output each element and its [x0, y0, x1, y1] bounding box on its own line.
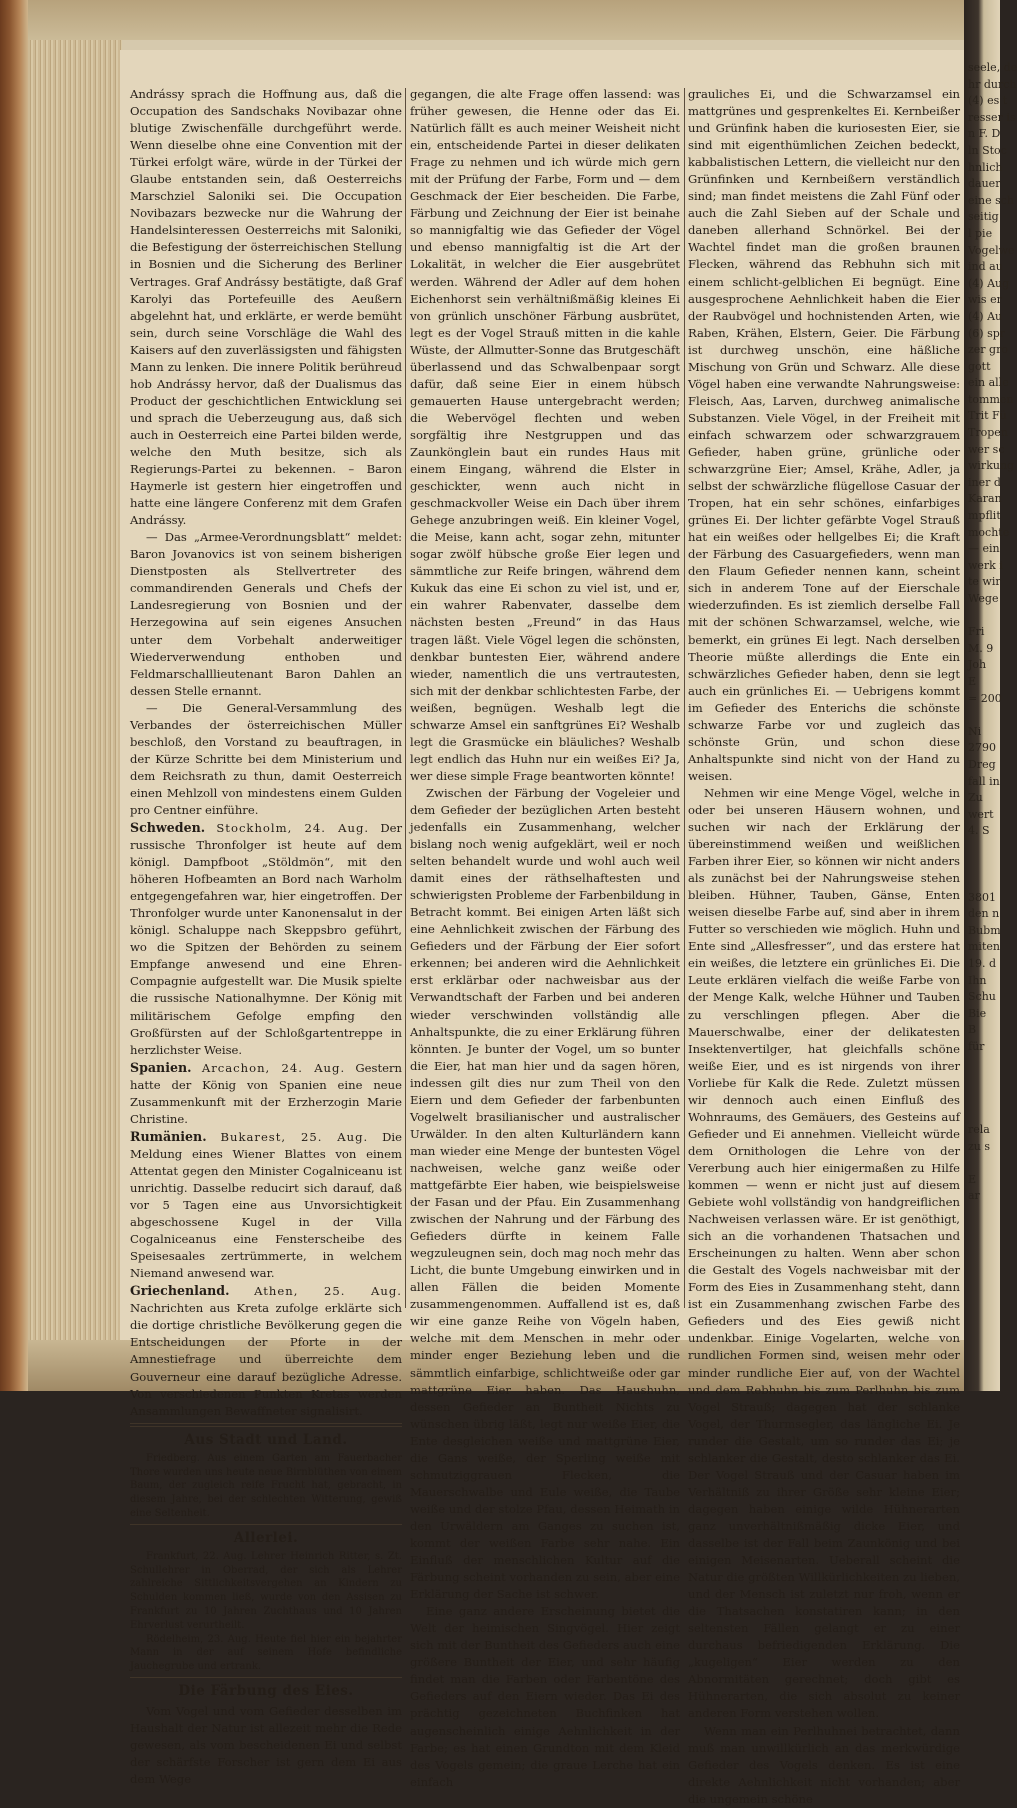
- column-2: [410, 86, 680, 1791]
- section-divider: [130, 1423, 402, 1427]
- country-heading-romania: Rumänien.: [130, 1128, 207, 1144]
- next-page-fragment: wis er: [968, 293, 1002, 307]
- article-friedberg: Friedberg. Aus einem Garten am Fauerbacher Thore wurden uns heute neue Birnblüthen von einem Baum, der zugleich reife Frucht hat, gebracht, in diesem Jahre, bei der schlechten Witterung, gewiß eine Seltenheit.: [130, 1452, 402, 1519]
- article-mueller-verband: — Die General-Versammlung des Verbandes der österreichischen Müller beschloß, den Vorstand zu beauftragen, in der Kürze Schritte bei dem Ministerium und dem Reichsrath zu thun, damit Oesterreich einen Mehlzoll von mindestens einem Gulden pro Centner einführe.: [130, 700, 402, 817]
- next-page-fragment: E: [968, 674, 977, 688]
- book-binding: [0, 0, 28, 1391]
- next-page-fragment: (4) Aug: [968, 276, 1010, 290]
- next-page-fragment: Trit Fü: [968, 409, 1007, 423]
- next-page-fragment: (4) Au: [968, 309, 1003, 323]
- next-page-fragment: seitig: [968, 210, 999, 224]
- next-page-fragment: te wir: [968, 575, 1001, 589]
- article-egg-start: Vom Vogel und vom Gefieder desselben im Haushalt der Natur ist allezeit mehr die Rede gewesen, als vom bescheidenen Ei und selbst der schärfste Forscher ist gern dem Ei aus dem Wege: [130, 1703, 402, 1787]
- column-3: [688, 86, 960, 1808]
- next-page-fragment: den n: [968, 907, 1000, 921]
- egg-article-part-1: gegangen, die alte Frage offen lassend: was früher gewesen, die Henne oder das Ei. Natürlich fällt es auch meiner Weisheit nicht ein, entscheidende Partei in dieser delikaten Frage zu nehmen und ich würde mich gern mit der Prüfung der Farbe, Form und — dem Geschmack der Eier bescheiden. Die Farbe, Färbung und Zeichnung der Eier ist beinahe so mannigfaltig wie das Gefieder der Vögel und ebenso mannigfaltig ist die Art der Lokalität, in welcher die Eier ausgebrütet werden. Während der Adler auf dem hohen Eichenhorst sein verhältnißmäßig kleines Ei von grünlich unschöner Färbung ausbrütet, legt es der Vogel Strauß mitten in die kahle Wüste, der Allmutter-Sonne das Brutgeschäft überlassend und das Schwalbenpaar sorgt dafür, daß seine Eier in einem hübsch gemauerten Hause untergebracht werden; die Webervögel flechten und weben sorgfältig ihre Nestgruppen und das Zaunkönglein baut ein rundes Haus mit einem Eingang, während die Elster in geschickter, wenn auch nicht in geschmackvoller Weise ein Dach über ihrem Gehege anzubringen weiß. Ein kleiner Vogel, die Meise, kann acht, sogar zehn, mitunter sogar zwölf hübsche große Eier legen und sämmtliche zur Reife bringen, während dem Kukuk das eine Ei schon zu viel ist, und er, ein wahrer Rabenvater, dasselbe dem nächsten besten „Freund“ in das Haus tragen läßt. Viele Vögel legen die schönsten, denkbar buntesten Eier, während andere wieder, namentlich die uns vertrautesten, sich mit der denkbar schlichtesten Farbe, der weißen, begnügen. Weshalb legt die schwarze Amsel ein sanftgrünes Ei? Weshalb legt die Grasmücke ein bläuliches? Weshalb legt endlich das Huhn nur ein weißes Ei? Ja, wer diese simple Frage beantworten könnte!: [410, 87, 680, 783]
- next-page-fragment: Ihn: [968, 973, 987, 987]
- section-divider: [130, 1524, 402, 1525]
- next-page-fragment: wirkung: [968, 459, 1015, 473]
- next-page-fragment: = 200: [968, 691, 1002, 705]
- text-romania: Die Meldung eines Wiener Blattes von einem Attentat gegen den Minister Cogalniceanu ist unrichtig. Dasselbe reducirt sich darauf, daß vor 5 Tagen eine aus Unvorsichtigkeit abgeschossene Kugel in der Villa Cogalniceanus eine Fensterscheibe des Speisesaales zertrümmerte, in welchem Niemand anwesend war.: [130, 1129, 402, 1281]
- text-greece: Nachrichten aus Kreta zufolge erklärte sich die dortige christliche Bevölkerung gegen die Entscheidungen der Pforte in der Amnestiefrage und überreichte dem Gouverneur eine darauf bezügliche Adresse. Von verschiedenen Punkten Kretas werden Ansammlungen Bewaffneter signalisirt.: [130, 1301, 402, 1418]
- next-page-fragment: [968, 840, 1000, 857]
- next-page-fragment: zu s: [968, 1139, 991, 1153]
- next-page-fragment: mochte: [968, 525, 1010, 539]
- article-andrassy: Andrássy sprach die Hoffnung aus, daß die Occupation des Sandschaks Novibazar ohne blutige Zwischenfälle durchgeführt werde. Wenn dieselbe ohne eine Convention mit der Türkei erfolgt wäre, würde in der Türkei der Glaube entstanden sein, daß Oesterreichs Marschziel Saloniki sei. Die Occupation Novibazars bezwecke nur die Wahrung der Handelsinteressen Oesterreichs mit Saloniki, die Befestigung der österreichischen Stellung in Bosnien und die Sicherung des Berliner Vertrages. Graf Andrássy bestätigte, daß Graf Karolyi das Portefeuille des Aeußern abgelehnt hat, und erklärte, er werde bemüht sein, durch seine Vorschläge die Wahl des Kaisers auf den zuverlässigsten und fähigsten Mann zu lenken. Die innere Politik berühreud hob Andrássy hervor, daß der Dualismus das Product der geschichtlichen Entwicklung sei und sprach die Ueberzeugung aus, daß sich auch in Oesterreich eine Partei bilden werde, welche den Muth besitze, sich als Regierungs-Partei zu bekennen. – Baron Haymerle ist gestern hier eingetroffen und hatte eine längere Conferenz mit dem Grafen Andrássy.: [130, 87, 402, 528]
- next-page-fragment: seele, de: [968, 61, 1017, 74]
- next-page-fragment: 19. d: [968, 957, 997, 971]
- next-page-fragment: (6) spr: [968, 326, 1006, 340]
- next-page-fragment: Schu: [968, 990, 996, 1004]
- egg-article-part-2: Zwischen der Färbung der Vogeleier und dem Gefieder der bezüglichen Arten besteht jedenfalls ein Zusammenhang, welcher bislang noch wenig aufgeklärt, weil er noch selten behandelt wurde und wohl auch weil damit eines der räthselhaftesten und schwierigsten Probleme der Farbenbildung in Betracht kommt. Bei einigen Arten läßt sich eine Aehnlichkeit zwischen der Färbung des Gefieders und der Färbung der Eier sofort erkennen; bei anderen wird die Aehnlichkeit erst erklärbar oder nachweisbar aus der Verwandtschaft der Farben und bei anderen wieder verschwinden vollständig alle Anhaltspunkte, die zu einer Erklärung führen könnten. Je bunter der Vogel, um so bunter die Eier, hat man hier und da sagen hören, indessen gilt dies nur zum Theil von den Eiern und dem Gefieder der farbenbunten Vogelwelt brasilianischer und australischer Urwälder. In den alten Kulturländern kann man wieder eine Menge der buntesten Vögel nachweisen, welche ganz weiße oder mattgefärbte Eier haben, wie beispielsweise der Fasan und der Pfau. Ein Zusammenhang zwischen der Nahrung und der Färbung des Gefieders dürfte in keinem Falle wegzuleugnen sein, doch mag noch mehr das Licht, die bunte Umgebung einwirken und in allen Fällen die beiden Momente zusammengenommen. Auffallend ist es, daß wir eine ganze Reihe von Vögeln haben, welche mit dem Menschen in mehr oder minder enger Beziehung leben und die sämmtlich einfarbige, schlichtweiße oder gar mattgrüne Eier haben. Das Haushuhn, dessen Gefieder an Buntheit Nichts zu wünschen übrig läßt, legt nur weiße Eier, die Ente desgleichen weiße und mattgrüne Eier, die Gans weiße, der Sperling weiße mit schmutziggrauen Flecken, die Mauerschwalbe und Eule weiße, die Taube weiße und der stolze Pfau, dessen Heimath in den Urwäldern am Ganges zu suchen ist, kommt der weißen Farbe sehr nahe. Ein Einfluß der menschlichen Kultur auf die Färbung scheint vorhanden zu sein, aber eine Erklärung der Sache ist schwer.: [410, 785, 680, 1602]
- next-page-fragment: Ni: [968, 724, 982, 738]
- next-page-edge: [968, 60, 1017, 1340]
- dateline-sweden: Stockholm, 24. Aug.: [216, 821, 370, 836]
- next-page-fragment: resser is: [968, 110, 1016, 124]
- next-page-fragment: Wege: [968, 592, 999, 605]
- egg-article-part-5: Nehmen wir eine Menge Vögel, welche in oder bei unseren Häusern wohnen, und suchen wir nach der Erklärung der übereinstimmend weißen und weißlichen Farben ihrer Eier, so können wir nicht anders als zunächst bei der Nahrungsweise stehen bleiben. Hühner, Tauben, Gänse, Enten weisen dieselbe Farbe auf, sind aber in ihrem Futter so verschieden wie möglich. Huhn und Ente sind „Allesfresser“, und das erstere hat ein weißes, die letztere ein grünliches Ei. Die Leute erklären vielfach die weiße Farbe von der Menge Kalk, welche Hühner und Tauben zu verschlingen pflegen. Aber die Mauerschwalbe, einer der delikatesten Insektenvertilger, hat gleichfalls schöne weiße Eier, und es ist nirgends von ihrer Vorliebe für Kalk die Rede. Zuletzt müssen wir dennoch auch einen Einfluß des Wohnraums, des Gemäuers, des Gesteins auf Gefieder und Ei annehmen. Vielleicht würde dem Ornithologen die Lehre von der Vererbung auch hier einigermaßen zu Hilfe kommen — wenn er nicht just auf diesem Gebiete wohl vollständig von handgreiflichen Nachweisen verlassen wäre. Er ist genöthigt, sich an die vorhandenen Thatsachen und Erscheinungen zu halten. Wenn aber schon die Gestalt des Vogels nachweisbar mit der Form des Eies in Zusammenhang steht, dann ist ein Zusammenhang zwischen Farbe des Gefieders und des Eies gewiß nicht undenkbar. Einige Vogelarten, welche von rundlichen Formen sind, weisen mehr oder minder rundliche Eier auf, von der Wachtel und dem Rebhuhn bis zum Perlhuhn bis zum Vogel Strauß; dagegen hat der schlanke Vogel, der Thurmsegler, das längliche Ei. Je runder die Gestalt, um so runder das Ei; je schlanker die Gestalt, desto schlanker das Ei. Der Vogel Strauß und der Casuar haben im Verhältniß zu ihrer Größe sehr kleine Eier; dagegen haben einige wilde Hühnerarten ganz unverhältnißmäßig dicke Eier, und dasselbe ist der Fall beim Zaunkönig und bei einigen Meisenarten. Ueberall scheint die Natur die größten Willkürlichkeiten zu lieben, und der Mensch ist zuletzt nur froh, wenn er die Thatsachen konstatiren kann; in den seltensten Fällen gelangt er zu einer durchaus befriedigenden Erklärung. Die „kugeligen“ Eier werden zu den Abnormitäten gerechnet; doch gibt es Hühnerarten, die sich absolut zu keiner anderen Form verstehen wollen.: [688, 785, 960, 1721]
- next-page-fragment: Tropen: [968, 426, 1008, 440]
- article-spain: [130, 1059, 402, 1128]
- column-rule-2: [684, 88, 685, 1308]
- next-page-fragment: — ein: [968, 542, 1000, 556]
- next-page-fragment: hnlich: [968, 160, 1003, 174]
- next-page-fragment: ar: [968, 1189, 980, 1203]
- section-divider: [130, 1677, 402, 1678]
- next-page-fragment: E: [968, 1172, 977, 1186]
- article-romania: [130, 1128, 402, 1282]
- section-heading-egg: Die Färbung des Eies.: [178, 1682, 354, 1699]
- article-armee-verordnungsblatt: — Das „Armee-Verordnungsblatt“ meldet: Baron Jovanovics ist von seinem bisherigen Dienstposten als Stellvertreter des commandirenden Generals und Chefs der Landesregierung von Bosnien und der Herzegowina auf sein eigenes Ansuchen unter dem Vorbehalt anderweitiger Wiederverwendung enthoben und Feldmarschalllieutenant Baron Dahlen an dessen Stelle ernannt.: [130, 530, 402, 698]
- section-heading-local: Aus Stadt und Land.: [184, 1431, 348, 1448]
- dateline-greece: Athen, 25. Aug.: [254, 1284, 402, 1299]
- column-1: [130, 86, 402, 1788]
- next-page-fragment: zer gro: [968, 343, 1008, 357]
- next-page-fragment: 4. S: [968, 824, 990, 838]
- dateline-spain: Arcachon, 24. Aug.: [201, 1060, 346, 1075]
- country-heading-spain: Spanien.: [130, 1059, 192, 1075]
- next-page-fragment: [968, 1089, 1000, 1106]
- next-page-fragment: [968, 608, 1000, 625]
- next-page-fragment: ein alle: [968, 376, 1009, 390]
- article-roedelheim: Rödelheim, 23. Aug. Heute fiel hier ein bejahrter Mann in der auf seinem Hofe befindliche Jauchegrube und ertrank.: [130, 1633, 402, 1673]
- next-page-fragment: ind au: [968, 260, 1003, 274]
- country-heading-greece: Griechenland.: [130, 1283, 230, 1299]
- next-page-fragment: tommen: [968, 392, 1014, 406]
- next-page-fragment: eine sch: [968, 193, 1015, 207]
- next-page-fragment: [968, 857, 1000, 874]
- next-page-fragment: B: [968, 1023, 977, 1037]
- dateline-romania: Bukarest, 25. Aug.: [220, 1129, 369, 1144]
- next-page-fragment: 2790: [968, 741, 996, 755]
- egg-article-part-6: Wenn man ein Perlhuhnei betrachtet, dann muß man unwillkürlich an das merkwürdige Gefieder des Vogels denken. Es ist eine direkte Aehnlichkeit nicht vorhanden; aber die ungemein schöne: [688, 1723, 960, 1806]
- next-page-fragment: hr durch: [968, 77, 1017, 91]
- egg-article-part-4: grauliches Ei, und die Schwarzamsel ein mattgrünes und gesprenkeltes Ei. Kernbeißer und Grünfink haben die kuriosesten Eier, sie sind mit eigenthümlichen Zeichen bedeckt, kabbalistischen Lettern, die vielleicht nur den Grünfinken und Kernbeißern verständlich sind; man findet meistens die Zahl Fünf oder auch die Zahl Sieben auf der Schale und daneben allerhand Schnörkel. Bei der Wachtel findet man die großen braunen Flecken, während das Rebhuhn sich mit einem schlicht-gelblichen Ei begnügt. Eine ausgesprochene Aehnlichkeit haben die Eier der Raubvögel und hochnistenden Arten, wie Raben, Krähen, Elstern, Geier. Die Färbung ist durchweg unschön, eine häßliche Mischung von Grün und Schwarz. Alle diese Vögel haben eine verwandte Nahrungsweise: Fleisch, Aas, Larven, durchweg animalische Substanzen. Viele Vögel, in der Freiheit mit einfach schwarzem oder schwarzgrauem Gefieder, haben grüne, grünliche oder schwarzgrüne Eier; Amsel, Krähe, Adler, ja selbst der schwärzliche flügellose Casuar der Tropen, hat ein sehr schönes, einfarbiges grünes Ei. Der lichter gefärbte Vogel Strauß hat ein weißes oder hellgelbes Ei; die Kraft der Färbung des Casuargefieders, wenn man den Flaum Gefieder nennen kann, scheint sich in anderem Tone auf der Eierschale wiederzufinden. Es ist ziemlich derselbe Fall mit der schönen Schwarzamsel, welche, wie bemerkt, ein grünes Ei legt. Nach derselben Theorie müßte allerdings die Ente ein schwärzliches Gefieder haben, denn sie legt auch ein grünliches Ei. — Uebrigens kommt im Gefieder des Enterichs die schönste schwarze Farbe vor und zugleich das schönste Grün, und schon diese Anhaltspunkte sind nicht von der Hand zu weisen.: [688, 87, 960, 783]
- next-page-fragment: [968, 707, 1000, 724]
- page-edges-left: [28, 40, 122, 1340]
- next-page-fragment: Joh: [968, 658, 987, 672]
- article-sweden: [130, 819, 402, 1059]
- text-sweden: Der russische Thronfolger ist heute auf dem königl. Dampfboot „Stöldmön“, mit den höheren Hofbeamten an Bord nach Warholm entgegengefahren war, hier eingetroffen. Der Thronfolger wurde unter Kanonensalut in der königl. Schaluppe nach Skeppsbro geführt, wo die Spitzen der Behörden zu seinem Empfange anwesend und eine Ehren-Compagnie aufgestellt war. Die Musik spielte die russische Nationalhymne. Der König mit militärischem Gefolge empfing den Großfürsten auf der Schloßgartentreppe in herzlichster Weise.: [130, 821, 403, 1057]
- next-page-fragment: (4) es t: [968, 94, 1008, 108]
- next-page-fragment: [968, 1056, 1000, 1073]
- next-page-fragment: [968, 1105, 1000, 1122]
- next-page-fragment: gott: [968, 359, 991, 373]
- next-page-fragment: Vogelwe: [968, 243, 1015, 257]
- next-page-fragment: ln Stoc: [968, 143, 1007, 157]
- next-page-fragment: 3801: [968, 890, 996, 904]
- next-page-fragment: werk i: [968, 558, 1003, 572]
- next-page-fragment: wert: [968, 807, 994, 821]
- next-page-fragment: [968, 1072, 1000, 1089]
- next-page-fragment: M. 9: [968, 641, 994, 655]
- next-page-fragment: Bie: [968, 1006, 987, 1020]
- article-frankfurt: Frankfurt, 22. Aug. Lehrer Heinrich Ritter, s. Zt. Schullehrer in Oberrad, der sich als Lehrer zahlreiche Sittlichkeitsvergehen an Kindern zu Schulden kommen ließ, wurde von den Assisen zu Frankfurt zu 10 Jahren Zuchthaus und 10 Jahren Ehrverlust verurtheilt.: [130, 1550, 402, 1631]
- next-page-fragment: miten: [968, 940, 1000, 954]
- next-page-fragment: dauer: [968, 177, 1001, 191]
- next-page-fragment: mpflit: [968, 509, 1001, 523]
- next-page-fragment: Karan: [968, 492, 1002, 506]
- egg-article-part-3: Eine ganz andere Erscheinung bietet die Welt der heimischen Singvögel. Hier zeigt sich mit der Buntheit des Gefieders auch eine größere Buntheit der Eier, und sehr häufig findet man die Farben oder Farbentöne des Gefieders auf den Eiern wieder. Das Ei des prächtig gezeichneten Buchfinken hat augenscheinlich einige Aehnlichkeit in der Farbe; es hat einen Grundton mit dem Kleid des Vogels gemein; die graue Lerche hat ein einfach: [410, 1604, 680, 1789]
- next-page-fragment: l pie: [968, 226, 993, 240]
- next-page-fragment: Fri: [968, 625, 985, 639]
- page-edges-top: [28, 0, 968, 40]
- next-page-fragment: für: [968, 1040, 985, 1054]
- next-page-fragment: Dreg: [968, 757, 996, 771]
- column-rule-1: [405, 88, 406, 1308]
- next-page-fragment: [968, 1155, 1000, 1172]
- next-page-fragment: iner d: [968, 475, 1001, 489]
- next-page-fragment: fall in: [968, 774, 1000, 788]
- text-spain: Gestern hatte der König von Spanien eine neue Zusammenkunft mit der Erzherzogin Marie Christine.: [130, 1060, 403, 1126]
- next-page-fragment: n F. D: [968, 127, 1001, 141]
- country-heading-sweden: Schweden.: [130, 820, 206, 836]
- next-page-fragment: wer sc: [968, 442, 1005, 456]
- section-heading-misc: Allerlei.: [233, 1529, 299, 1546]
- article-greece: [130, 1282, 402, 1419]
- next-page-fragment: [968, 873, 1000, 890]
- next-page-fragment: Zu: [968, 791, 983, 805]
- next-page-fragment: Bubm: [968, 923, 1001, 937]
- next-page-fragment: rela: [968, 1123, 990, 1136]
